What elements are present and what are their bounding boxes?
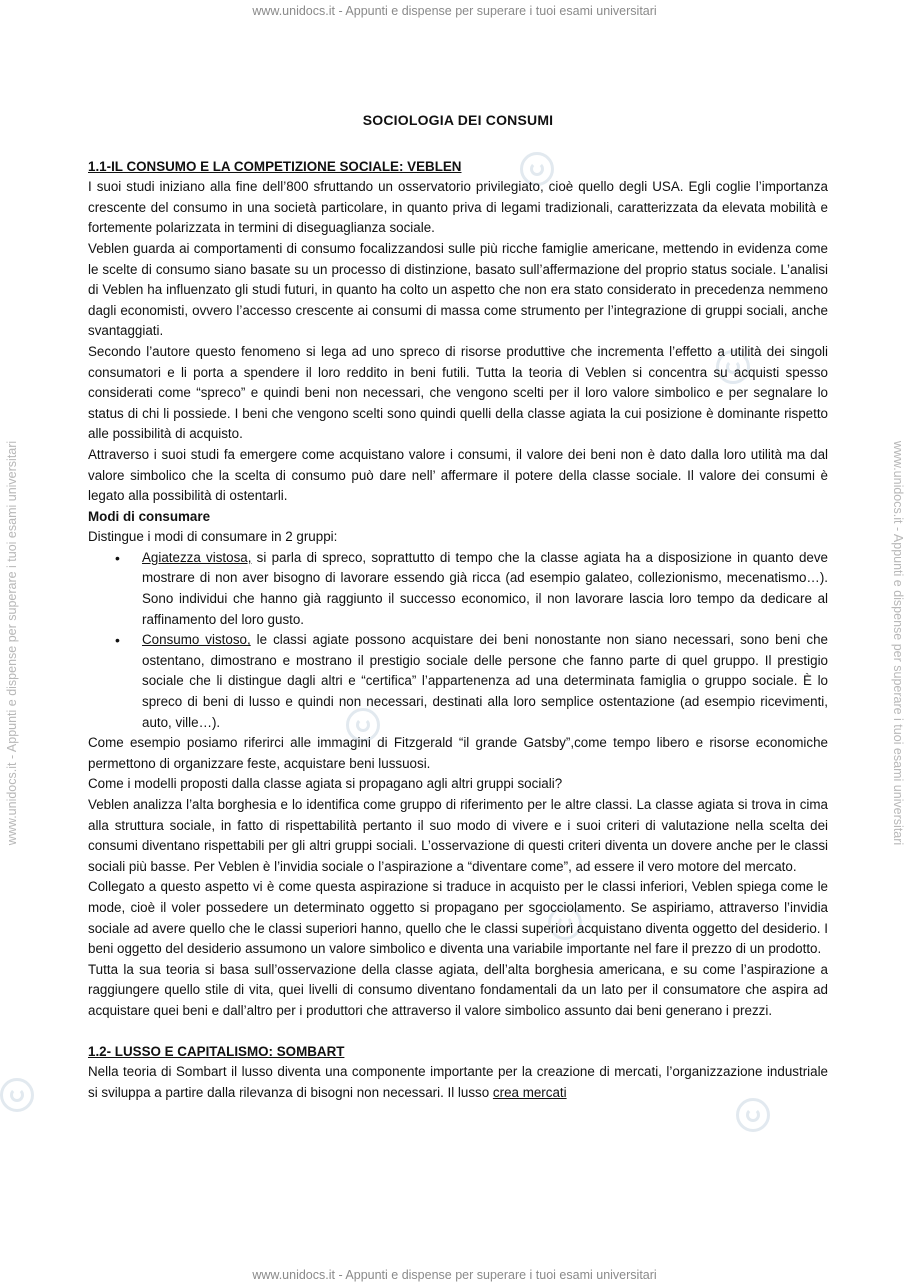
- document-title: SOCIOLOGIA DEI CONSUMI: [362, 112, 554, 128]
- document-body: [88, 110, 828, 1103]
- paragraph: Distingue i modi di consumare in 2 gruppi:: [88, 529, 338, 545]
- spacer: [88, 1022, 828, 1042]
- paragraph: Attraverso i suoi studi fa emergere come acquistano valore i consumi, il valore dei beni non è dato dalla loro utilità ma dal valore simbolico che la scelta di consumo può dare nell’ affermare il potere della classe sociale. Il valore dei consumi è legato alla possibilità di ostentarli.: [88, 446, 828, 504]
- list-item: [142, 548, 828, 630]
- watermark-bottom: www.unidocs.it - Appunti e dispense per superare i tuoi esami universitari: [252, 1268, 657, 1282]
- section-heading-veblen: 1.1-IL CONSUMO E LA COMPETIZIONE SOCIALE: VEBLEN: [88, 158, 462, 174]
- paragraph: Come i modelli proposti dalla classe agiata si propagano agli altri gruppi sociali?: [88, 776, 563, 792]
- bullet-list: [88, 548, 828, 733]
- underlined-text: crea mercati: [492, 1084, 567, 1100]
- list-item-term: Agiatezza vistosa,: [142, 549, 252, 565]
- list-item-term: Consumo vistoso,: [142, 632, 251, 648]
- list-item: [142, 630, 828, 733]
- list-item-text: le classi agiate possono acquistare dei beni nonostante non siano necessari, sono beni che ostentano, dimostrano e mostrano il prestigio sociale delle persone che fanno parte di quel gruppo. Il prestigio sociale che li distingue dagli altri e “certifica” l’appartenenza ad una determinata famiglia o gruppo sociale. È lo spreco di beni di lusso e quindi non necessari, destinati alla loro semplice ostentazione (ad esempio ricevimenti, auto, ville…).: [142, 632, 828, 730]
- paragraph: I suoi studi iniziano alla fine dell’800 sfruttando un osservatorio privilegiato, cioè quello degli USA. Egli coglie l’importanza crescente del consumo in una società particolare, in quanto priva di legami tradizionali, caratterizzata da elevata mobilità e fortemente polarizzata in termini di diseguaglianza sociale.: [88, 179, 828, 236]
- watermark-logo-icon: [0, 1078, 34, 1112]
- paragraph: Secondo l’autore questo fenomeno si lega ad uno spreco di risorse produttive che incrementa l’effetto a utilità dei singoli consumatori e li porta a spendere il loro reddito in beni futili. Tutta la teoria di Veblen si concentra su acquisti spesso considerati come “spreco” e quindi beni non necessari, che vengono scelti per il loro valore simbolico e per segnalare lo status di chi li possiede. I beni che vengono scelti sono quindi quelli della classe agiata la cui posizione è dominante rispetto alle possibilità di acquisto.: [88, 343, 828, 442]
- watermark-top: www.unidocs.it - Appunti e dispense per superare i tuoi esami universitari: [252, 4, 657, 18]
- paragraph: Come esempio posiamo riferirci alle immagini di Fitzgerald “il grande Gatsby”,come tempo libero e risorse economiche permettono di organizzare feste, acquistare beni lussuosi.: [88, 735, 828, 771]
- subheading-modi-di-consumare: Modi di consumare: [88, 508, 211, 524]
- paragraph: Tutta la sua teoria si basa sull’osservazione della classe agiata, dell’alta borghesia americana, e su come l’aspirazione a raggiungere quello stile di vita, quei livelli di consumo diventano fondamentali da un lato per il consumatore che aspira ad acquistare quei beni e dall’altro per i produttori che attraverso il valore simbolico assunto dai beni generano i prezzi.: [88, 961, 828, 1018]
- paragraph: Veblen analizza l’alta borghesia e lo identifica come gruppo di riferimento per le altre classi. La classe agiata si trova in cima alla struttura sociale, in fatto di rispettabilità pertanto il suo modo di vivere e i suoi criteri di valutazione nella scelta dei consumi diventano rispettabili per gli altri gruppi sociali. L’osservazione di questi criteri diventa un dovere anche per le classi sociali più basse. Per Veblen è l’invidia sociale o l’aspirazione a “diventare come”, ad essere il vero motore del mercato.: [88, 797, 828, 874]
- list-item-text: si parla di spreco, soprattutto di tempo che la classe agiata ha a disposizione in quanto deve mostrare di non aver bisogno di lavorare essendo già ricca (ad esempio galateo, collezionismo, mecenatismo…). Sono individui che hanno già raggiunto il successo economico, il non lavorare lascia loro tempo da dedicare al raffinamento del loro gusto.: [142, 549, 828, 627]
- paragraph: [88, 1062, 828, 1103]
- section-heading-sombart: 1.2- LUSSO E CAPITALISMO: SOMBART: [88, 1043, 345, 1059]
- paragraph-text: Nella teoria di Sombart il lusso diventa una componente importante per la creazione di mercati, l’organizzazione industriale si sviluppa a partire dalla rilevanza di bisogni non necessari. Il lusso: [88, 1064, 828, 1100]
- watermark-right: www.unidocs.it - Appunti e dispense per superare i tuoi esami universitari: [891, 440, 905, 846]
- paragraph: Collegato a questo aspetto vi è come questa aspirazione si traduce in acquisto per le classi inferiori, Veblen spiega come le mode, cioè il voler possedere un determinato oggetto si propagano per sgocciolamento. Se aspiriamo, attraverso l’invidia sociale ad avere quello che le classi superiori hanno, quello che le classi superiori acquistano diventa oggetto del desiderio. I beni oggetto del desiderio assumono un valore simbolico e diventa una variabile importante nel fare il prezzo di un prodotto.: [88, 879, 828, 957]
- paragraph: Veblen guarda ai comportamenti di consumo focalizzandosi sulle più ricche famiglie americane, mettendo in evidenza come le scelte di consumo siano basate su un processo di distinzione, basato sull’affermazione del proprio status sociale. L’analisi di Veblen ha influenzato gli studi futuri, in quanto ha colto un aspetto che non era stato considerato in precedenza nemmeno dagli economisti, ovvero l’accesso crescente ai consumi di massa come strumento per l’integrazione di gruppi sociali, anche svantaggiati.: [88, 240, 828, 339]
- watermark-left: www.unidocs.it - Appunti e dispense per superare i tuoi esami universitari: [5, 440, 19, 846]
